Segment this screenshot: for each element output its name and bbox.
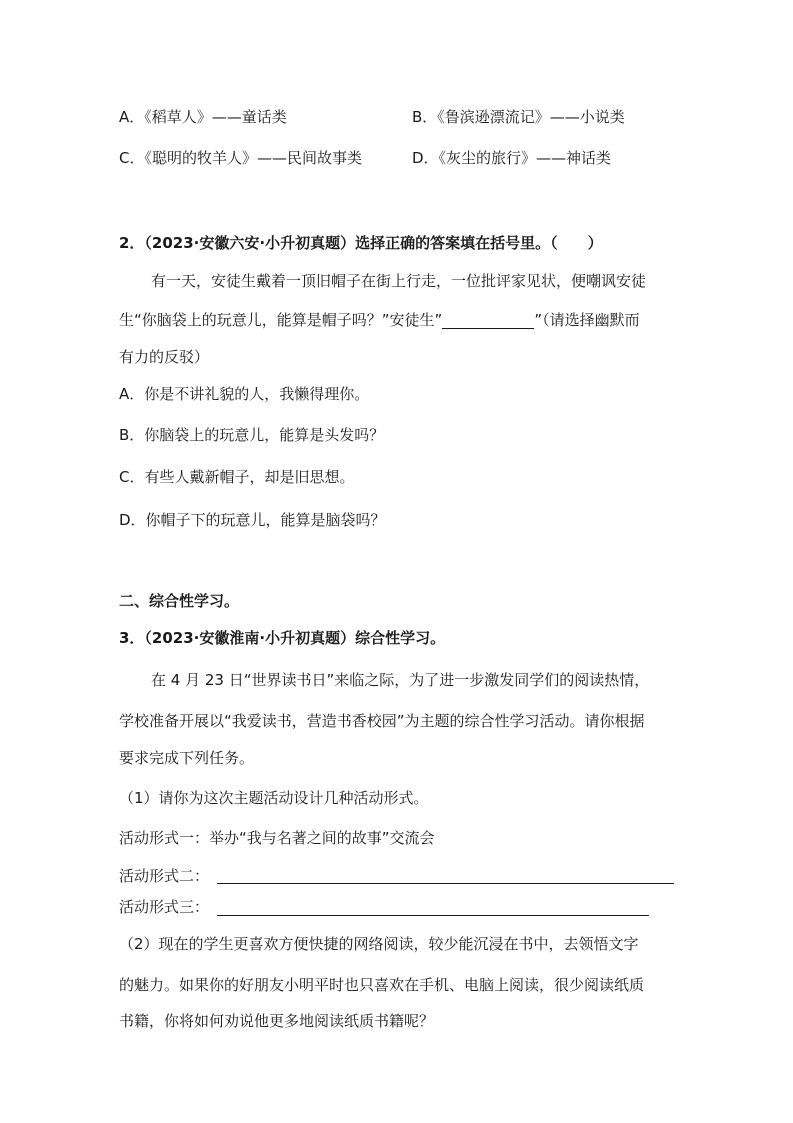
q2-option-b[interactable]: B．你脑袋上的玩意儿，能算是头发吗？ <box>119 426 385 444</box>
q2-option-d[interactable]: D．你帽子下的玩意儿，能算是脑袋吗？ <box>119 511 386 529</box>
q2-paragraph-line-3: 有力的反驳） <box>119 348 210 366</box>
q1-option-b[interactable]: B．《鲁滨逊漂流记》——小说类 <box>412 108 625 126</box>
section-2-title: 二、综合性学习。 <box>119 592 240 610</box>
q2-paragraph-line-2-before: 生“你脑袋上的玩意儿，能算是帽子吗？”安徒生” <box>119 311 443 329</box>
q3-sub-question-1: （1）请你为这次主题活动设计几种活动形式。 <box>119 789 429 807</box>
q1-option-a[interactable]: A．《稻草人》——童话类 <box>119 108 287 126</box>
q3-activity-form-2-blank[interactable] <box>217 883 674 884</box>
q2-paragraph-line-2-after: ”（请选择幽默而 <box>534 311 640 329</box>
q1-option-c[interactable]: C．《聪明的牧羊人》——民间故事类 <box>119 149 362 167</box>
q3-paragraph-line-2: 学校准备开展以“我爱读书，营造书香校园”为主题的综合性学习活动。请你根据 <box>119 712 645 730</box>
q3-paragraph-line-1: 在 4 月 23 日“世界读书日”来临之际，为了进一步激发同学们的阅读热情， <box>151 671 650 689</box>
q3-paragraph-line-3: 要求完成下列任务。 <box>119 749 255 767</box>
q2-paragraph-line-2 <box>119 310 640 330</box>
q3-activity-form-3-blank[interactable] <box>217 915 649 916</box>
q3-activity-form-1: 活动形式一：举办“我与名著之间的故事”交流会 <box>119 829 435 847</box>
q3-sub-question-2-line-3: 书籍，你将如何劝说他更多地阅读纸质书籍呢？ <box>119 1012 435 1030</box>
q3-activity-form-3-label: 活动形式三： <box>119 898 210 916</box>
q3-sub-question-2-line-1: （2）现在的学生更喜欢方便快捷的网络阅读，较少能沉浸在书中，去领悟文字 <box>119 935 639 953</box>
q2-answer-blank[interactable] <box>442 312 534 329</box>
q2-paragraph-line-1: 有一天，安徒生戴着一顶旧帽子在街上行走，一位批评家见状，便嘲讽安徒 <box>151 272 647 290</box>
q1-option-d[interactable]: D．《灰尘的旅行》——神话类 <box>412 149 612 167</box>
q3-sub-question-2-line-2: 的魅力。如果你的好朋友小明平时也只喜欢在手机、电脑上阅读，很少阅读纸质 <box>119 976 645 994</box>
q3-header: 3．（2023·安徽淮南·小升初真题）综合性学习。 <box>119 629 446 647</box>
q3-activity-form-2-label: 活动形式二： <box>119 867 210 885</box>
q2-option-a[interactable]: A．你是不讲礼貌的人，我懒得理你。 <box>119 385 370 403</box>
q2-option-c[interactable]: C．有些人戴新帽子，却是旧思想。 <box>119 468 355 486</box>
q2-header: 2．（2023·安徽六安·小升初真题）选择正确的答案填在括号里。（ ） <box>119 234 603 252</box>
